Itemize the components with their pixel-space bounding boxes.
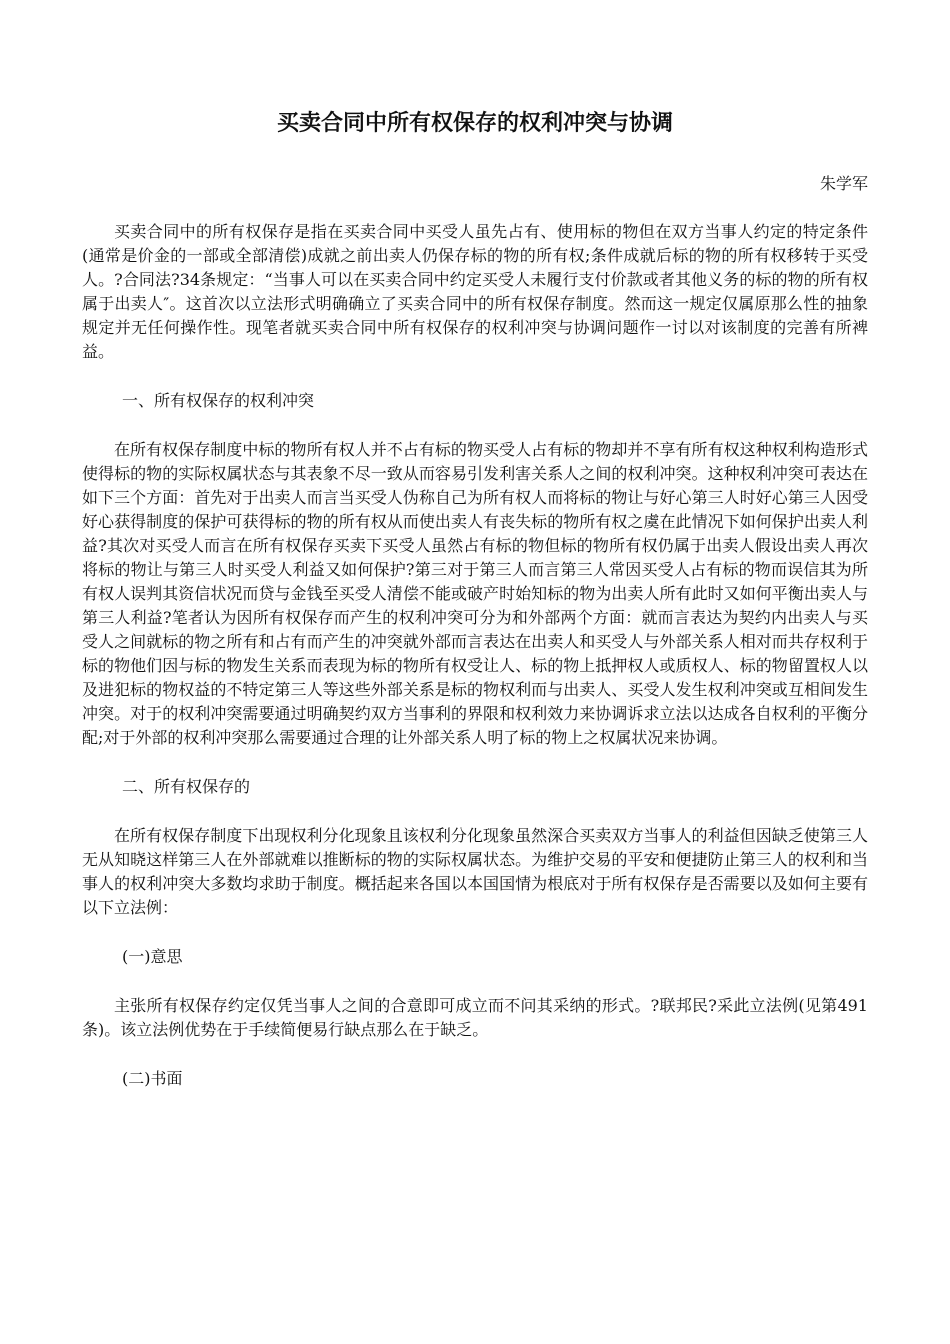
section-heading-1: 一、所有权保存的权利冲突: [122, 391, 315, 410]
subsection-heading-2: (二)书面: [122, 1069, 183, 1088]
subsection-heading-1: (一)意思: [122, 947, 183, 966]
paragraph-rights-conflict: 在所有权保存制度中标的物所有权人并不占有标的物买受人占有标的物却并不享有所有权这种权利构造形式使得标的物的实际权属状态与其表象不尽一致从而容易引发利害关系人之间的权利冲突。这种权利冲突可表达在如下三个方面：首先对于出卖人而言当买受人伪称自己为所有权人而将标的物让与好心第三人时好心第三人因受好心获得制度的保护可获得标的物的所有权从而使出卖人有丧失标的物所有权之虞在此情况下如何保护出卖人利益?其次对买受人而言在所有权保存买卖下买受人虽然占有标的物但标的物所有权仍属于出卖人假设出卖人再次将标的物让与第三人时买受人利益又如何保护?第三对于第三人而言第三人常因买受人占有标的物而误信其为所有权人误判其资信状况而贷与金钱至买受人清偿不能或破产时始知标的物为出卖人所有此时又如何平衡出卖人与第三人利益?笔者认为因所有权保存而产生的权利冲突可分为和外部两个方面：就而言表达为契约内出卖人与买受人之间就标的物之所有和占有而产生的冲突就外部而言表达在出卖人和买受人与外部关系人相对而共存权利于标的物他们因与标的物发生关系而表现为标的物所有权受让人、标的物上抵押权人或质权人、标的物留置权人以及进犯标的物权益的不特定第三人等这些外部关系是标的物权利而与出卖人、买受人发生权利冲突或互相间发生冲突。对于的权利冲突需要通过明确契约双方当事利的界限和权利效力来协调诉求立法以达成各自权利的平衡分配;对于外部的权利冲突那么需要通过合理的让外部关系人明了标的物上之权属状况来协调。: [82, 440, 868, 747]
section-heading-2: 二、所有权保存的: [122, 777, 251, 796]
paragraph-intro: 买卖合同中的所有权保存是指在买卖合同中买受人虽先占有、使用标的物但在双方当事人约定的特定条件(通常是价金的一部或全部清偿)成就之前出卖人仍保存标的物的所有权;条件成就后标的物的所有权移转于买受人。?合同法?34条规定：“当事人可以在买卖合同中约定买受人未履行支付价款或者其他义务的标的物的所有权属于出卖人″。这首次以立法形式明确确立了买卖合同中的所有权保存制度。然而这一规定仅属原那么性的抽象规定并无任何操作性。现笔者就买卖合同中所有权保存的权利冲突与协调问题作一讨以对该制度的完善有所裨益。: [82, 222, 868, 361]
document-author: 朱学军: [819, 174, 868, 193]
paragraph-legislation: 在所有权保存制度下出现权利分化现象且该权利分化现象虽然深合买卖双方当事人的利益但因缺乏使第三人无从知晓这样第三人在外部就难以推断标的物的实际权属状态。为维护交易的平安和便捷防止第三人的权利和当事人的权利冲突大多数均求助于制度。概括起来各国以本国国情为根底对于所有权保存是否需要以及如何主要有以下立法例：: [82, 826, 868, 917]
document-body: [82, 220, 868, 1116]
paragraph-intent: 主张所有权保存约定仅凭当事人之间的合意即可成立而不问其采纳的形式。?联邦民?采此立法例(见第491条)。该立法例优势在于手续简便易行缺点那么在于缺乏。: [82, 996, 868, 1039]
document-title: 买卖合同中所有权保存的权利冲突与协调: [276, 111, 673, 136]
